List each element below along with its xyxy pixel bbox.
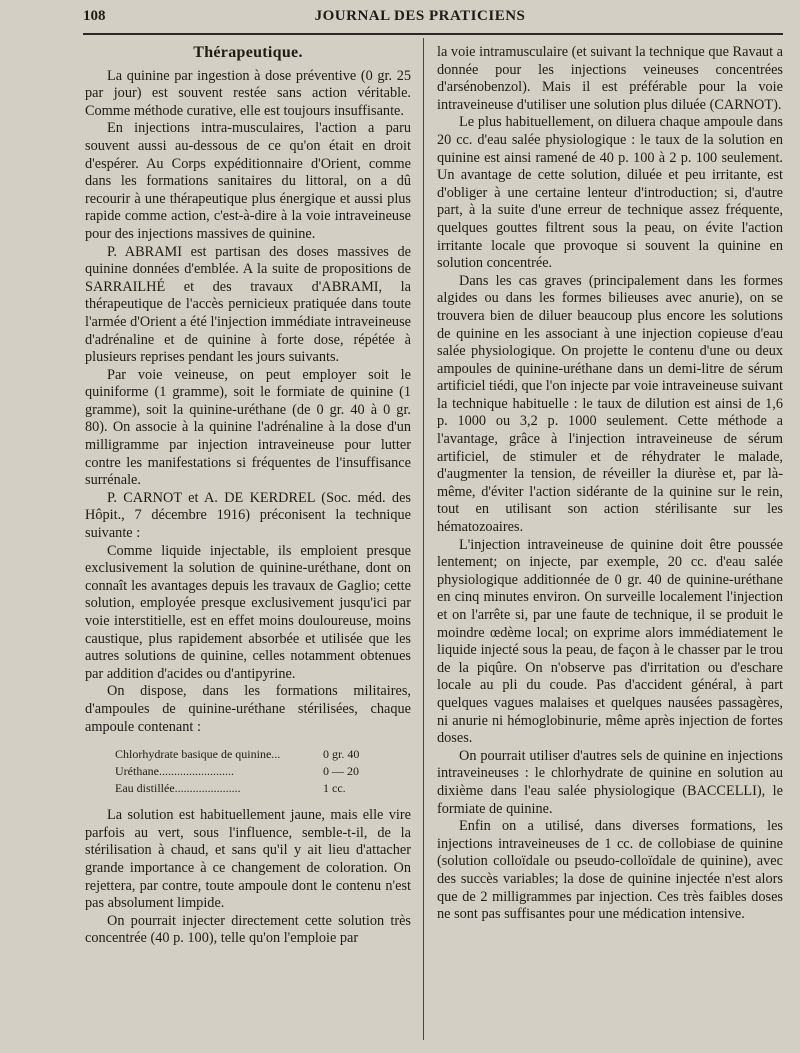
- paragraph: la voie intramusculaire (et suivant la technique que Ravaut a donnée pour les injections veineuses concentrées d'arsénobenzol). Mais il est préférable pour la voie intraveineuse d'utiliser une solution plus diluée (CARNOT).: [437, 44, 783, 113]
- header-rule: [83, 33, 783, 35]
- formula-quantity: 1 cc.: [323, 781, 346, 796]
- formula-row: [115, 746, 411, 763]
- formula-ingredient: Eau distillée......................: [115, 781, 241, 796]
- paragraph: La quinine par ingestion à dose préventive (0 gr. 25 par jour) est souvent restée sans action véritable. Comme méthode curative, elle est toujours insuffisante.: [85, 67, 411, 119]
- paragraph: Par voie veineuse, on peut employer soit le quiniforme (1 gramme), soit le formiate de quinine (1 gramme), soit la quinine-uréthane (de 0 gr. 40 à 0 gr. 80). On associe à la quinine l'adrénaline à la dose d'un milligramme par injection intraveineuse pour lutter contre les manifestations si fréquentes de l'insuffisance surrénale.: [85, 366, 411, 489]
- paragraph: Dans les cas graves (principalement dans les formes algides ou dans les formes bilieuses avec anurie), on se trouvera bien de diluer beaucoup plus encore les solutions de quinine en les associant à une injection copieuse d'eau salée physiologique. On projette le contenu d'une ou deux ampoules de quinine-uréthane dans un demi-litre de sérum artificiel tiédi, que l'on injecte par voie intraveineuse suivant la technique habituelle : le taux de dilution est ainsi de 1,6 p. 1000 ou 3,2 p. 1000 seulement. Cette méthode a l'avantage, grâce à l'injection intraveineuse de sérum artificiel, de stimuler et de réhydrater le malade, d'augmenter la tension, de réveiller la diurèse et, par là-même, d'éviter l'action sidérante de la quinine sur le rein, tout en utilisant son action stérilisante sur les hématozoaires.: [437, 272, 783, 536]
- paragraph: P. ABRAMI est partisan des doses massives de quinine données d'emblée. A la suite de propositions de SARRAILHÉ et des travaux d'ABRAMI, la thérapeutique de l'accès pernicieux pratiquée dans toute l'armée d'Orient a été l'injection immédiate intraveineuse d'adrénaline et de quinine à forte dose, répétée à plusieurs reprises pendant les jours suivants.: [85, 243, 411, 366]
- paragraph: L'injection intraveineuse de quinine doit être poussée lentement; on injecte, par exemple, 20 cc. d'eau salée physiologique additionnée de 0 gr. 40 de quinine-uréthane en cinq minutes environ. On surveille localement l'injection et on l'arrête si, par une faute de technique, il se produit le moindre œdème local; on exprime alors immédiatement le liquide injecté sous la peau, de façon à le chasser par le trou de la piqûre. On n'observe pas d'irritation ou d'eschare locale au pli du coude. Pas d'accident général, à part quelques vagues malaises et quelques nausées passagères, ni anurie ni hémoglobinurie, même après injection de fortes doses.: [437, 536, 783, 747]
- formula-row: [115, 780, 411, 797]
- paragraph: Comme liquide injectable, ils emploient presque exclusivement la solution de quinine-uréthane, dont on connaît les avantages depuis les travaux de Gaglio; cette solution, employée presque exclusivement jusqu'ici par voie interstitielle, est en effet moins douloureuse, moins caustique, plus rapidement absorbée et utilisée que les autres solutions de quinine, celles notamment obtenues par addition d'acides ou d'antipyrine.: [85, 542, 411, 682]
- paragraph: En injections intra-musculaires, l'action a paru souvent aussi au-dessous de ce qu'on était en droit d'espérer. Au Corps expéditionnaire d'Orient, comme dans les formations sanitaires du littoral, on a dû recourir à une thérapeutique plus énergique et aussi plus rapide comme action, c'est-à-dire à la voie intraveineuse pour des injections massives de quinine.: [85, 120, 411, 242]
- paragraph: La solution est habituellement jaune, mais elle vire parfois au vert, sous l'influence, semble-t-il, de la stérilisation à chaud, et sans qu'il y ait lieu d'attacher grande importance à ce changement de coloration. On rejettera, par contre, toute ampoule dont le contenu n'est pas absolument limpide.: [85, 807, 411, 912]
- running-title: JOURNAL DES PRATICIENS: [314, 8, 526, 24]
- formula-quantity: 0 gr. 40: [323, 747, 360, 762]
- paragraph: On pourrait injecter directement cette solution très concentrée (40 p. 100), telle qu'on l'emploie par: [85, 912, 411, 947]
- right-column: [437, 44, 783, 924]
- column-divider: [423, 38, 424, 1040]
- paragraph: On dispose, dans les formations militaires, d'ampoules de quinine-uréthane stérilisées, chaque ampoule contenant :: [85, 683, 411, 735]
- left-column: [85, 44, 411, 948]
- paragraph: Le plus habituellement, on diluera chaque ampoule dans 20 cc. d'eau salée physiologique : le taux de la solution en quinine est ainsi ramené de 40 p. 100 à 2 p. 100 seulement. Un avantage de cette solution, diluée et peu irritante, est d'obliger à une certaine lenteur d'introduction; si, d'autre part, à la suite d'une erreur de technique assez fréquente, quelques gouttes filtrent sous la peau, on évite l'action irritante locale que provoque si souvent la quinine en solution concentrée.: [437, 114, 783, 272]
- paragraph: On pourrait utiliser d'autres sels de quinine en injections intraveineuses : le chlorhydrate de quinine en solution au dixième dans l'eau salée physiologique (BACCELLI), le formiate de quinine.: [437, 747, 783, 817]
- formula-table: [115, 746, 411, 797]
- paragraph: P. CARNOT et A. DE KERDREL (Soc. méd. des Hôpit., 7 décembre 1916) préconisent la technique suivante :: [85, 489, 411, 542]
- page-header: [56, 6, 784, 32]
- formula-ingredient: Uréthane.........................: [115, 764, 234, 779]
- formula-ingredient: Chlorhydrate basique de quinine...: [115, 747, 281, 762]
- section-title: Thérapeutique.: [193, 44, 303, 61]
- paragraph: Enfin on a utilisé, dans diverses formations, les injections intraveineuses de 1 cc. de collobiase de quinine (solution colloïdale ou pseudo-colloïdale de quinine), avec des succès variables; la dose de quinine injectée n'est alors que de 2 milligrammes par injection. Ces très faibles doses ne sont pas suffisantes pour une médication intensive.: [437, 818, 783, 923]
- formula-quantity: 0 — 20: [323, 764, 359, 779]
- page-number: 108: [83, 8, 106, 24]
- formula-row: [115, 763, 411, 780]
